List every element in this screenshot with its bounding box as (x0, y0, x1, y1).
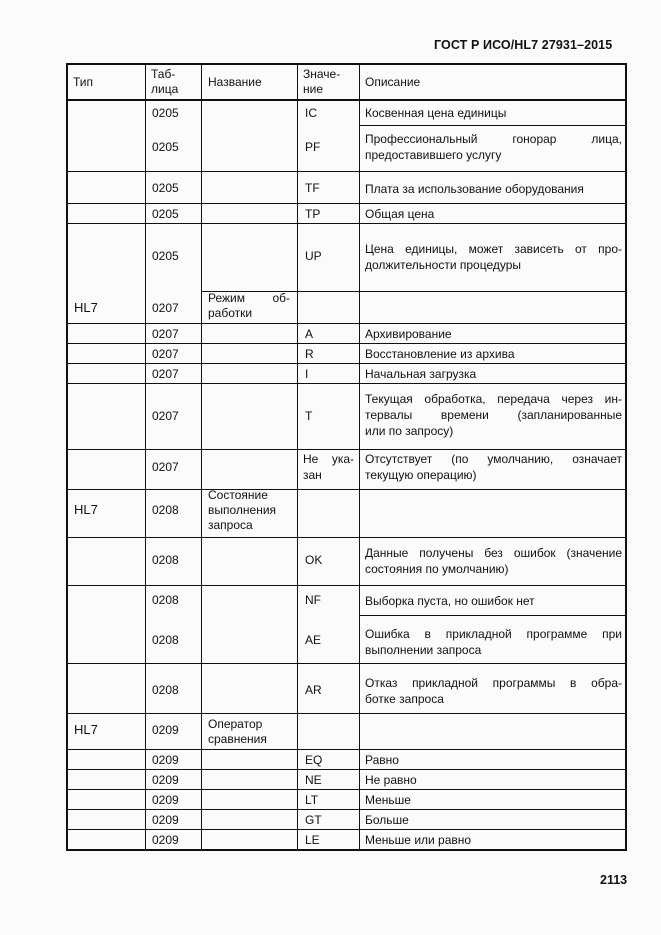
table-cell: 0209 (152, 753, 179, 767)
table-cell: 0207 (152, 301, 179, 315)
table-cell: Не равно (365, 773, 417, 787)
table-cell: 0208 (152, 683, 179, 697)
page-header: ГОСТ Р ИСО/HL7 27931–2015 (434, 38, 613, 52)
table-cell: HL7 (74, 300, 98, 315)
table-cell: Отказ прикладной программы в обра- ботке запроса (365, 676, 622, 706)
table-cell: Архивирование (365, 327, 452, 341)
table-cell: Меньше или равно (365, 833, 472, 847)
row-divider (68, 749, 625, 750)
row-divider (68, 789, 625, 790)
table-cell: Больше (365, 813, 409, 827)
table-cell: Общая цена (365, 207, 435, 221)
column-divider (201, 65, 202, 849)
table-cell: 0207 (152, 347, 179, 361)
table-cell: 0205 (152, 181, 179, 195)
table-cell: HL7 (74, 502, 98, 517)
row-divider (68, 713, 625, 714)
table-cell: IC (305, 106, 317, 120)
table-cell: Отсутствует (по умолчанию, означает текущую операцию) (365, 452, 622, 482)
row-divider (68, 585, 625, 586)
row-divider (68, 323, 625, 324)
table-cell: Не ука- зан (303, 452, 354, 482)
row-divider (68, 663, 625, 664)
row-divider (68, 537, 625, 538)
table-cell: T (305, 409, 313, 423)
table-cell: LT (305, 793, 319, 807)
table-cell: Данные получены без ошибок (значение состояния по умолчанию) (365, 546, 622, 576)
table-cell: 0209 (152, 723, 179, 737)
row-divider (68, 223, 625, 224)
table-cell: 0205 (152, 106, 179, 120)
row-divider (68, 363, 625, 364)
table-cell: AE (305, 633, 322, 647)
table-cell: Меньше (365, 793, 411, 807)
table-cell: Оператор сравнения (208, 717, 267, 746)
row-divider (68, 769, 625, 770)
table-cell: 0207 (152, 367, 179, 381)
table-cell: Восстановление из архива (365, 347, 515, 361)
row-divider (68, 203, 625, 204)
table-cell: Ошибка в прикладной программе при выполнении запроса (365, 627, 622, 657)
data-table (66, 63, 627, 851)
table-cell: 0205 (152, 249, 179, 263)
col-header-value-cont: ние (303, 82, 324, 96)
table-cell: 0208 (152, 503, 179, 517)
table-cell: 0208 (152, 553, 179, 567)
row-divider (68, 449, 625, 450)
table-cell: 0209 (152, 793, 179, 807)
table-cell: Выборка пуста, но ошибок нет (365, 594, 535, 608)
row-divider (68, 809, 625, 810)
table-cell: 0208 (152, 593, 179, 607)
table-cell: NE (305, 773, 322, 787)
table-cell: I (305, 367, 309, 381)
row-divider (68, 489, 625, 490)
table-cell: Плата за использование оборудования (365, 182, 584, 196)
table-cell: Состояние выполнения запроса (208, 488, 277, 532)
table-cell: HL7 (74, 722, 98, 737)
row-divider (68, 829, 625, 830)
table-cell: NF (305, 593, 321, 607)
table-cell: 0207 (152, 409, 179, 423)
table-cell: 0208 (152, 633, 179, 647)
table-cell: OK (305, 553, 323, 567)
column-divider (145, 65, 146, 849)
col-header-table: Таб- (151, 67, 176, 81)
table-cell: 0205 (152, 207, 179, 221)
col-header-type: Тип (73, 75, 94, 89)
row-divider (68, 343, 625, 344)
header-divider (68, 99, 625, 101)
col-header-description: Описание (365, 75, 421, 89)
row-divider (68, 171, 625, 172)
table-cell: 0205 (152, 140, 179, 154)
col-header-name: Название (208, 75, 262, 89)
table-cell: Равно (365, 753, 399, 767)
table-cell: 0209 (152, 833, 179, 847)
table-cell: 0207 (152, 327, 179, 341)
table-cell: Текущая обработка, передача через ин- тервалы времени (запланированные или по запросу) (365, 392, 622, 438)
row-divider (359, 125, 625, 126)
table-cell: UP (305, 249, 322, 263)
table-cell: 0207 (152, 460, 179, 474)
table-cell: PF (305, 140, 321, 154)
table-cell: LE (305, 833, 320, 847)
table-cell: Начальная загрузка (365, 367, 477, 381)
table-cell: R (305, 347, 314, 361)
table-cell: 0209 (152, 813, 179, 827)
row-divider (68, 383, 625, 384)
table-cell: TP (305, 207, 321, 221)
table-cell: EQ (305, 753, 323, 767)
table-cell: 0209 (152, 773, 179, 787)
table-cell: TF (305, 181, 320, 195)
table-cell: Режим об- работки (208, 291, 290, 320)
table-cell: Косвенная цена единицы (365, 106, 507, 120)
col-header-value: Значе- (303, 67, 341, 81)
col-header-table-cont: лица (151, 82, 179, 96)
column-divider (297, 65, 298, 849)
table-cell: AR (305, 683, 322, 697)
row-divider (359, 615, 625, 616)
page-number: 2113 (600, 873, 628, 887)
table-cell: A (305, 327, 314, 341)
table-cell: Цена единицы, может зависеть от про- должительности процедуры (365, 242, 622, 272)
column-divider (359, 65, 360, 849)
table-cell: GT (305, 813, 322, 827)
table-cell: Профессиональный гонорар лица, предоставившего услугу (365, 132, 622, 162)
